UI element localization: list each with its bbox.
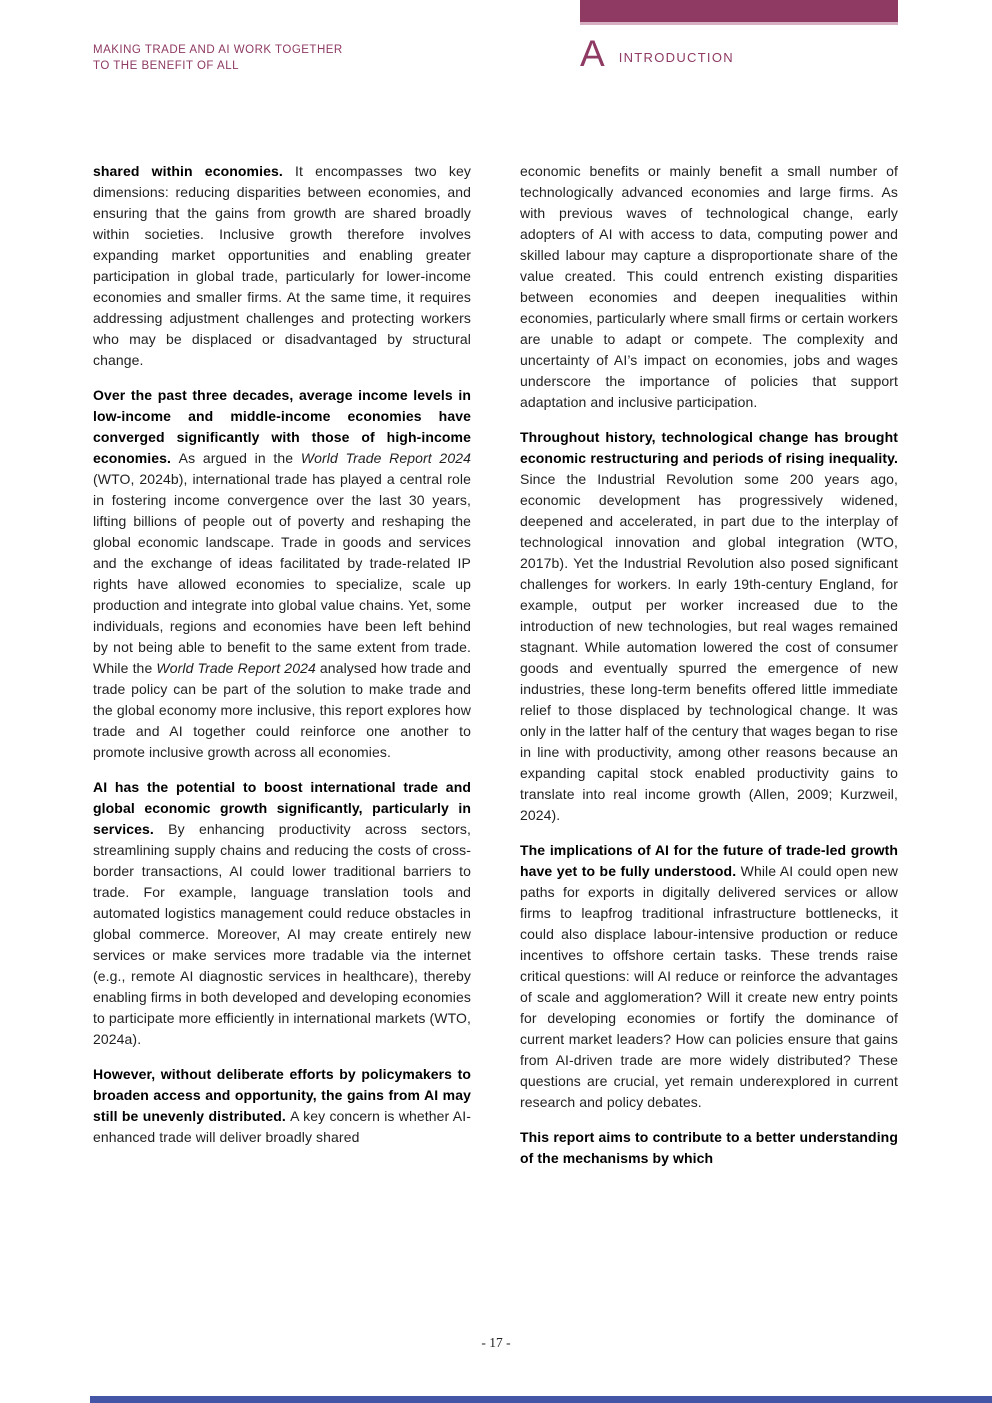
running-title-line2: TO THE BENEFIT OF ALL — [93, 60, 239, 72]
paragraph — [93, 1064, 471, 1148]
text-segment: This report aims to contribute to a better understanding of the mechanisms by which — [520, 1129, 898, 1166]
text-segment: World Trade Report 2024 — [156, 660, 316, 676]
text-segment: As argued in the — [178, 450, 301, 466]
footer-accent-bar — [90, 1396, 992, 1403]
text-segment: It encompasses two key dimensions: reducing disparities between economies, and ensuring that the gains from growth are shared broadly within societies. Inclusive growth therefore involves expanding market opportunities and enabling greater participation in global trade, particularly for lower-income economies and smaller firms. At the same time, it requires addressing adjustment challenges and protecting workers who may be displaced or disadvantaged by structural change. — [93, 163, 471, 368]
section-color-tab — [580, 0, 898, 25]
text-segment: While AI could open new paths for exports in digitally delivered services or allow firms to leapfrog traditional infrastructure bottlenecks, it could also displace labour-intensive production or reduce incentives to offshore certain tasks. These trends raise critical questions: will AI reduce or reinforce the advantages of scale and agglomeration? Will it create new entry points for developing economies or fortify the dominance of current market leaders? How can policies ensure that gains from AI-driven trade are more widely distributed? These questions are crucial, yet remain underexplored in current research and policy debates. — [520, 863, 898, 1110]
paragraph — [520, 161, 898, 413]
text-segment: World Trade Report 2024 — [300, 450, 471, 466]
text-segment: Since the Industrial Revolution some 200 years ago, economic development has progressively widened, deepened and accelerated, in part due to the interplay of technological innovation and global integration (WTO, 2017b). Yet the Industrial Revolution also posed significant challenges for workers. In early 19th-century England, for example, output per worker increased due to the introduction of new technologies, but real wages remained stagnant. While automation lowered the cost of consumer goods and eventually spurred the emergence of new industries, these long-term benefits offered little immediate relief to those displaced by technological change. It was only in the latter half of the century that wages began to rise in line with productivity, among other reasons because an expanding capital stock enabled productivity gains to translate into real income growth (Allen, 2009; Kurzweil, 2024). — [520, 471, 898, 823]
text-segment: However, without deliberate efforts by policymakers to broaden access and opportunity, the gains from AI may still be unevenly distributed. — [93, 1066, 471, 1124]
text-segment: (WTO, 2024b), international trade has played a central role in fostering income convergence over the last 30 years, lifting billions of people out of poverty and reshaping the global economic landscape. Trade in goods and services and the exchange of ideas facilitated by trade-related IP rights have allowed economies to specialize, scale up production and integrate into global value chains. Yet, some individuals, regions and economies have been left behind by not being able to benefit to the same extent from trade. While the — [93, 471, 471, 676]
running-title-line1: MAKING TRADE AND AI WORK TOGETHER — [93, 44, 343, 56]
text-segment: economic benefits or mainly benefit a small number of technologically advanced economies and large firms. As with previous waves of technological change, early adopters of AI with access to data, computing power and skilled labour may capture a disproportionate share of the value created. This could entrench existing disparities between economies and deepen inequalities within economies, particularly where small firms or certain workers are unable to adapt or compete. The complexity and uncertainty of AI’s impact on economies, jobs and wages underscore the importance of policies that support adaptation and inclusive participation. — [520, 163, 898, 410]
section-title: INTRODUCTION — [618, 50, 734, 65]
body-content — [93, 161, 898, 1169]
paragraph — [520, 1127, 898, 1169]
paragraph — [93, 385, 471, 763]
paragraph — [520, 840, 898, 1113]
text-segment: Over the past three decades, average income levels in low-income and middle-income economies have converged significantly with those of high-income economies. — [93, 387, 471, 466]
text-segment: By enhancing productivity across sectors, streamlining supply chains and reducing the costs of cross-border transactions, AI could lower traditional barriers to trade. For example, language translation tools and automated logistics management could reduce obstacles in global commerce. Moreover, AI may create entirely new services or make services more tradable via the internet (e.g., remote AI diagnostic services in healthcare), thereby enabling firms in both developed and developing economies to participate more efficiently in international markets (WTO, 2024a). — [93, 821, 471, 1047]
paragraph — [93, 161, 471, 371]
text-segment: AI has the potential to boost international trade and global economic growth significantly, particularly in services. — [93, 779, 471, 837]
paragraph — [520, 427, 898, 826]
text-segment: shared within economies. — [93, 163, 295, 179]
text-segment: A key concern is whether AI-enhanced trade will deliver broadly shared — [93, 1108, 471, 1145]
right-column — [520, 161, 898, 1169]
text-segment: Throughout history, technological change has brought economic restructuring and periods of rising inequality. — [520, 429, 898, 466]
text-segment: The implications of AI for the future of trade-led growth have yet to be fully understood. — [520, 842, 898, 879]
page-number: - 17 - — [481, 1335, 511, 1350]
section-heading — [580, 33, 734, 74]
paragraph — [93, 777, 471, 1050]
section-letter: A — [580, 33, 605, 74]
running-title — [93, 42, 343, 74]
left-column — [93, 161, 471, 1169]
text-segment: analysed how trade and trade policy can be part of the solution to make trade and the global economy more inclusive, this report explores how trade and AI together could reinforce one another to promote inclusive growth across all economies. — [93, 660, 472, 760]
